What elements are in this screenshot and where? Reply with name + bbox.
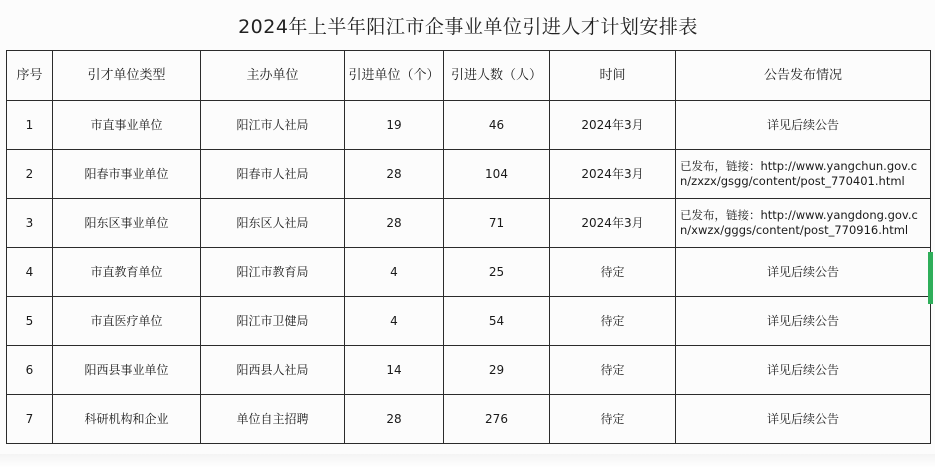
cell-announcement[interactable]: 已发布，链接：http://www.yangdong.gov.cn/xwzx/gggs/content/post_770916.html <box>676 199 931 248</box>
table-row <box>7 199 931 248</box>
cell-index[interactable]: 6 <box>7 346 53 395</box>
cell-time[interactable]: 待定 <box>550 346 676 395</box>
cell-unit-count[interactable]: 28 <box>345 150 444 199</box>
cell-organizer[interactable]: 阳春市人社局 <box>201 150 345 199</box>
cell-unit-type[interactable]: 市直医疗单位 <box>53 297 201 346</box>
header-cell-unit-type[interactable]: 引才单位类型 <box>53 51 201 101</box>
cell-index[interactable]: 1 <box>7 101 53 150</box>
cell-headcount[interactable]: 104 <box>444 150 550 199</box>
cell-organizer[interactable]: 单位自主招聘 <box>201 395 345 444</box>
cell-index[interactable]: 5 <box>7 297 53 346</box>
table-row <box>7 150 931 199</box>
cell-announcement[interactable]: 详见后续公告 <box>676 346 931 395</box>
cell-organizer[interactable]: 阳江市人社局 <box>201 101 345 150</box>
header-cell-unit-count[interactable]: 引进单位（个） <box>345 51 444 101</box>
header-cell-time[interactable]: 时间 <box>550 51 676 101</box>
cell-unit-count[interactable]: 19 <box>345 101 444 150</box>
cell-time[interactable]: 待定 <box>550 248 676 297</box>
cell-headcount[interactable]: 276 <box>444 395 550 444</box>
header-cell-headcount[interactable]: 引进人数（人） <box>444 51 550 101</box>
cell-announcement[interactable]: 详见后续公告 <box>676 297 931 346</box>
cell-announcement[interactable]: 详见后续公告 <box>676 395 931 444</box>
cell-unit-type[interactable]: 阳西县事业单位 <box>53 346 201 395</box>
table-row <box>7 346 931 395</box>
table-row <box>7 297 931 346</box>
cell-index[interactable]: 3 <box>7 199 53 248</box>
cell-unit-count[interactable]: 28 <box>345 199 444 248</box>
selection-edge-marker <box>928 252 933 304</box>
cell-organizer[interactable]: 阳西县人社局 <box>201 346 345 395</box>
cell-organizer[interactable]: 阳东区人社局 <box>201 199 345 248</box>
cell-index[interactable]: 2 <box>7 150 53 199</box>
header-row <box>7 51 931 101</box>
table-row <box>7 395 931 444</box>
cell-headcount[interactable]: 29 <box>444 346 550 395</box>
cell-time[interactable]: 待定 <box>550 395 676 444</box>
cell-unit-count[interactable]: 4 <box>345 297 444 346</box>
cell-headcount[interactable]: 46 <box>444 101 550 150</box>
cell-time[interactable]: 待定 <box>550 297 676 346</box>
header-cell-organizer[interactable]: 主办单位 <box>201 51 345 101</box>
cell-organizer[interactable]: 阳江市卫健局 <box>201 297 345 346</box>
cell-announcement[interactable]: 详见后续公告 <box>676 101 931 150</box>
header-cell-index[interactable]: 序号 <box>7 51 53 101</box>
cell-headcount[interactable]: 71 <box>444 199 550 248</box>
cell-unit-count[interactable]: 14 <box>345 346 444 395</box>
cell-organizer[interactable]: 阳江市教育局 <box>201 248 345 297</box>
cell-unit-type[interactable]: 阳东区事业单位 <box>53 199 201 248</box>
cell-unit-count[interactable]: 4 <box>345 248 444 297</box>
cell-index[interactable]: 7 <box>7 395 53 444</box>
cell-headcount[interactable]: 25 <box>444 248 550 297</box>
header-cell-announcement[interactable]: 公告发布情况 <box>676 51 931 101</box>
cell-announcement[interactable]: 详见后续公告 <box>676 248 931 297</box>
cell-unit-type[interactable]: 市直事业单位 <box>53 101 201 150</box>
cell-time[interactable]: 2024年3月 <box>550 101 676 150</box>
cell-announcement[interactable]: 已发布，链接：http://www.yangchun.gov.cn/zxzx/gsgg/content/post_770401.html <box>676 150 931 199</box>
talent-plan-table <box>6 50 931 444</box>
table-row <box>7 248 931 297</box>
cell-unit-type[interactable]: 阳春市事业单位 <box>53 150 201 199</box>
cell-unit-type[interactable]: 科研机构和企业 <box>53 395 201 444</box>
bottom-shadow <box>0 454 935 468</box>
cell-time[interactable]: 2024年3月 <box>550 150 676 199</box>
cell-time[interactable]: 2024年3月 <box>550 199 676 248</box>
cell-unit-type[interactable]: 市直教育单位 <box>53 248 201 297</box>
cell-unit-count[interactable]: 28 <box>345 395 444 444</box>
table-row <box>7 101 931 150</box>
cell-headcount[interactable]: 54 <box>444 297 550 346</box>
cell-index[interactable]: 4 <box>7 248 53 297</box>
table-title: 2024年上半年阳江市企事业单位引进人才计划安排表 <box>238 16 698 38</box>
